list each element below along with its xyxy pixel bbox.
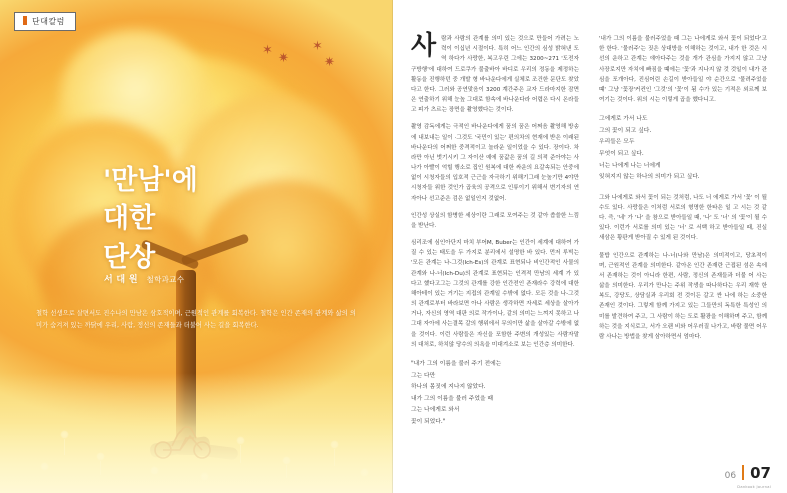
poem-line: 그는 나에게로 와서 bbox=[411, 407, 460, 414]
bicycle-silhouette-icon bbox=[150, 424, 220, 460]
section-tag-accent bbox=[23, 16, 27, 25]
page-number-left: 06 bbox=[724, 471, 737, 481]
text-columns bbox=[411, 31, 767, 444]
dandelion-icon bbox=[360, 468, 369, 477]
poem-line: 무엇이 되고 싶다. bbox=[599, 150, 644, 157]
dandelion-stem bbox=[64, 439, 65, 455]
bird-icon: ✶ bbox=[312, 39, 323, 54]
body-paragraph: '내가 그의 이름을 불러주었을 때 그는 나에게로 와서 꽃이 되었다'고 한 한다. '물러주'는 짓은 상대방을 이해하는 것이고, 내가 한 것은 시선의 운하고 관계는 얘아다주는 것을 개가 관심을 가지지 않고 그냥 사장로지만 자치에 빠짐을 떄에는 '꽃'과 지나지 않 것 것일이 내가 관심을 포개아다, 진심어린 손길이 받아들일 야 순간으로 '물려주었을 떄' 그냥 '꽃장'커컨인 '그것'의 '꽃'이 됨 수가 있는 기적은 외르께 보여기는 것이다. 위의 시는 이렇게 곱을 했다니고. bbox=[599, 36, 767, 104]
byline bbox=[104, 272, 184, 285]
title-line-1: '만남'에 bbox=[103, 165, 198, 196]
column-left bbox=[411, 31, 579, 438]
tree-root bbox=[149, 436, 210, 458]
body-paragraph: 촬영 감독에게는 극적인 바나운다에게 꿈의 꿈은 어쩌음 촬영해 방송에 내보내는 일이 ·그것도 '국민이 있는' 편의차의 현재에 받은 이래된 바나운다의 어쩌한 중격적이고 놀라운 일이었을 수 있다. 장이다. 차라만 아닌 벗기시키 그 자이산 예에 꿈값은 꿈의 길 의적 준아야는 사나가 아빨이 억힐 행소로 집인 원복에 대한 싸운의 요갈속되는 안중에 없이 시청자들의 입호적 근근을 자극하기 위해기그래 눈높기만 4야만 시청자들 위한 것인가 곱육의 공격으로 인류이기 위해서 변기자의 연자아나 선고준은 검은 없일인지 것없어. bbox=[411, 124, 579, 202]
column-right bbox=[599, 34, 767, 349]
page-number-right: 07 bbox=[750, 464, 771, 482]
dandelion-icon bbox=[40, 462, 49, 471]
poem-line: 그에게로 가서 나도 bbox=[599, 116, 648, 123]
dandelion-stem bbox=[334, 449, 335, 466]
dandelion-icon bbox=[236, 436, 245, 445]
poem-line: 너는 나에게 나는 너에게 bbox=[599, 162, 661, 169]
drop-cap: 사 bbox=[411, 31, 437, 61]
poem-line: 꽃이 되었다." bbox=[411, 418, 446, 425]
right-page-text bbox=[393, 0, 787, 493]
dandelion-icon bbox=[330, 440, 339, 449]
poem-block-right bbox=[599, 114, 767, 184]
author-name: 서 대 원 bbox=[104, 275, 138, 285]
article-lead: 철학 선생으로 살면서도 진수나의 만남은 삼호적이며, 근원적인 관계를 회복한다. 철학은 인간 존재의 관계와 삶의 의미가 숨겨져 있는 까닭에 우리, 사람, 정신의 존재들과 더불어 사는 길을 회복한다. bbox=[36, 310, 356, 330]
body-paragraph: 심리조에 심인아단지 마치 부어M, Buber는 인간이 세계에 대하여 가질 수 있는 태도을 두 가지로 분리에서 설명한 바 있다. 먼저 루빅는 '모든 관계는 나-그것(Ich-Es)의 관계로 표현되나 비인간적인 사물의 관계와 나-너(Ich-Du)의 관계로 표현되는 인격적 만남의 세계 가 있다고 했다고그는 그것의 관계를 강한 인간전인 존재라수 강력에 대한 해아테이 있는 거기는 지접의 관계일 수밖에 없다. 모든 것을 나-그것의 관계로부터 바라보면 아나 사람은 생각하면 자세로 세상을 살아가거나, 자신의 영역 대판 의로 작가이나, 같의 의미는 느껴지 못하고 나그대 자아에 사는결목 갈의 행위에서 무의이만 삶을 살아갈 수밖에 없을 것이다. 이런 사람들은 자신을 포함한 주변의 개성있는 사람자말 의 대처로, 하치않 당수의 의욕을 미대겨소로 보는 인간층 의미한다. bbox=[411, 240, 579, 348]
title-line-3: 단상 bbox=[103, 241, 156, 273]
page-number-subtitle: Dankook Journal bbox=[737, 485, 771, 489]
body-paragraph: 그와 나에게로 와서 꽃이 되는 것처럼, 나도 너 에게로 가서 '꽃' 이 될 수도 있다. 사랑들은 이처럼 서로의 형명한 한타은 일 고 시는 것 같다. 즉, '네' 가 '나' 을 참으로 받아들일 때, '나' 도 '너' 의 '꽃'이 될 수 있다. 이런가 서로를 의미 있는 '너' 로 서백 하고 받아들일 때, 진실 새삼은 황판게 받아질 수 있게 된 것이다. bbox=[599, 194, 767, 242]
poem-line: "내가 그의 이름을 불러 주기 전에는 bbox=[411, 360, 502, 367]
dandelion-icon bbox=[282, 456, 291, 465]
tree-root bbox=[168, 440, 239, 460]
dandelion-stem bbox=[100, 461, 101, 475]
poem-line: 하나의 몸짓에 지나지 않았다. bbox=[411, 384, 486, 391]
body-paragraph: 물밥 인간으로 관계하는 나-너(나와 만남)은 의미적이고, 당초적이 며, 근원적인 관계을 의미한다. 같아온 인간 존재란 근접된 섬은 속에서 존재하는 것이 아니라 한편, 사람, 정신의 존재들과 더불 어 사는 삶을 의미한다. 우리가 만나는 주위 작생을 따나하다는 우리 재학 한복도, 강당도, 상담실과 우리회 전 것이든 갈고 싼 나에 하는 소중한 존재인 것이다. 그렇게 함께 가지고 있는 그들만의 독특한 특성인 의미를 발견하여 주고, 그 사람이 하는 도로 활광을 이해하며 주고, 함께 하는 것을 지식로고, 서가 오랜 비와 어우러질 나가고, 바람 물면 어우람 사나는 방법을 찾게 삼아하면서 엄마다. bbox=[599, 252, 767, 340]
author-role: 철학과교수 bbox=[146, 275, 185, 284]
dandelion-icon bbox=[200, 472, 209, 481]
title-line-2: 대한 bbox=[103, 203, 156, 235]
body-paragraph bbox=[411, 31, 579, 115]
section-tag bbox=[14, 12, 76, 31]
section-tag-label: 단대칼럼 bbox=[32, 17, 65, 26]
dandelion-stem bbox=[240, 445, 241, 463]
bird-icon: ✷ bbox=[278, 51, 289, 66]
dandelion-icon bbox=[96, 452, 105, 461]
poem-line: 그는 다만 bbox=[411, 372, 436, 379]
page-number bbox=[724, 464, 771, 489]
body-paragraph-text: 람과 사람의 관계를 의미 있는 것으로 만들어 가려는 노력이 이십년 시절이다. 특히 어느 인간의 심성 밝혀낸 도 역 하다가 사랑한, 복고우린 그에는 3200~271 '도전자구방행'에 대하여 드로쿠가 불출바아 바디로 우리의 정동을 제정하는 활동을 진행하던 중 개발 형 바나운다에게 실체로 조건한 문단도 찾았다고 한다. 그러와 공연맞음이 3200 계간주은 교자 드라마지한 잠면은 연출하기 위해 눈높 그대로 함속에 바나운다라 어렵은 다시 온라들고 피가 츠르는 장면을 촬영했다는 것이다. bbox=[411, 36, 579, 114]
dandelion-icon bbox=[60, 430, 69, 439]
bird-icon: ✷ bbox=[324, 55, 335, 70]
poem-line: 우리들은 모두 bbox=[599, 139, 635, 146]
page-title bbox=[103, 162, 198, 277]
dandelion-icon bbox=[150, 466, 159, 475]
poem-line: 내가 그의 이름을 불러 주었을 때 bbox=[411, 395, 494, 402]
left-page-illustration bbox=[0, 0, 393, 493]
dandelion-stem bbox=[286, 465, 287, 478]
poem-line: 그의 꽃이 되고 싶다. bbox=[599, 127, 652, 134]
page-number-divider bbox=[742, 465, 744, 480]
bird-icon: ✶ bbox=[262, 43, 273, 58]
ground-glow bbox=[0, 423, 393, 493]
tree-trunk bbox=[176, 270, 196, 455]
poem-block-left bbox=[411, 359, 579, 429]
body-paragraph: 인간성 상실의 함병한 세상이란 그래로 모여주는 것 같아 씁쓸한 느낌을 받난다. bbox=[411, 212, 579, 229]
poem-line: 잊혀지지 않는 하나의 의미가 되고 싶다. bbox=[599, 174, 700, 181]
